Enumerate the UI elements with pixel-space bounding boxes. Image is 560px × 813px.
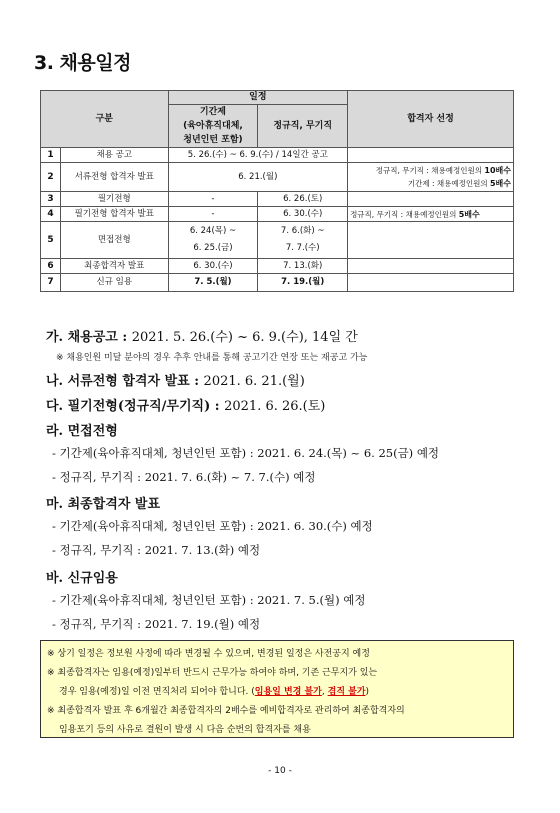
section-ma: 마. 최종합격자 발표 — [46, 497, 161, 512]
notice-line-3: 경우 임용(예정)일 이전 면직처리 되어야 합니다. (임용일 변경 불가, 겸직 불가) — [59, 687, 370, 697]
table-row: 6 최종합격자 발표 6. 30.(수) 7. 13.(화) — [41, 259, 514, 274]
section-ba: 바. 신규임용 — [46, 571, 118, 586]
table-row: 5 면접전형 6. 24(목) ~ 6. 25.(금) 7. 6.(화) ~ 7. 7.(수) — [41, 222, 514, 259]
notice-line-4: ※ 최종합격자 발표 후 6개월간 최종합격자의 2배수를 예비합격자로 관리하여 최종합격자의 — [47, 706, 405, 716]
notice-line-5: 임용포기 등의 사유로 결원이 발생 시 다음 순번의 합격자를 채용 — [59, 725, 311, 735]
section-da: 다. 필기전형(정규직/무기직) : 2021. 6. 26.(토) — [46, 399, 326, 414]
header-temp: 기간제 (육아휴직대체, 청년인턴 포함) — [168, 105, 258, 148]
section-ga: 가. 채용공고 : 2021. 5. 26.(수) ~ 6. 9.(수), 14일 간 — [46, 330, 358, 345]
header-schedule: 일정 — [168, 91, 347, 105]
header-selection: 합격자 선정 — [348, 91, 514, 148]
selection-cell: 정규직, 무기직 : 채용예정인원의 10배수 기간제 : 채용예정인원의 5배수 — [348, 163, 514, 192]
section-na: 나. 서류전형 합격자 발표 : 2021. 6. 21.(월) — [46, 374, 305, 389]
section-ba-item1: - 기간제(육아휴직대체, 청년인턴 포함) : 2021. 7. 5.(월) 예정 — [52, 593, 366, 607]
table-row: 3 필기전형 - 6. 26.(토) — [41, 192, 514, 207]
header-category: 구분 — [41, 91, 169, 148]
section-ra: 라. 면접전형 — [46, 424, 118, 439]
section-ma-item1: - 기간제(육아휴직대체, 청년인턴 포함) : 2021. 6. 30.(수) 예정 — [52, 519, 373, 533]
section-ra-item1: - 기간제(육아휴직대체, 청년인턴 포함) : 2021. 6. 24.(목) ~ 6. 25(금) 예정 — [52, 446, 440, 460]
section-ba-item2: - 정규직, 무기직 : 2021. 7. 19.(월) 예정 — [52, 617, 261, 631]
selection-cell: 정규직, 무기직 : 채용예정인원의 5배수 — [348, 207, 514, 222]
header-regular: 정규직, 무기직 — [258, 105, 348, 148]
page-number: - 10 - — [268, 766, 292, 776]
section-title: 3. 채용일정 — [34, 52, 131, 74]
section-ra-item2: - 정규직, 무기직 : 2021. 7. 6.(화) ~ 7. 7.(수) 예정 — [52, 470, 316, 484]
table-row: 1 채용 공고 5. 26.(수) ~ 6. 9.(수) / 14일간 공고 — [41, 148, 514, 163]
schedule-table — [40, 90, 514, 292]
notice-line-1: ※ 상기 일정은 정보원 사정에 따라 변경될 수 있으며, 변경된 일정은 사전공지 예정 — [47, 649, 370, 659]
notice-box — [40, 640, 514, 738]
notice-line-2: ※ 최종합격자는 임용(예정)일부터 반드시 근무가능 하여야 하며, 기존 근무지가 있는 — [47, 668, 378, 678]
table-row: 4 필기전형 합격자 발표 - 6. 30.(수) 정규직, 무기직 : 채용예정인원의 5배수 — [41, 207, 514, 222]
table-row: 2 서류전형 합격자 발표 6. 21.(월) 정규직, 무기직 : 채용예정인원의 10배수 기간제 : 채용예정인원의 5배수 — [41, 163, 514, 192]
section-ma-item2: - 정규직, 무기직 : 2021. 7. 13.(화) 예정 — [52, 543, 261, 557]
section-ga-note: ※ 채용인원 미달 분야의 경우 추후 안내를 통해 공고기간 연장 또는 재공고 가능 — [56, 353, 368, 363]
table-row: 7 신규 임용 7. 5.(월) 7. 19.(월) — [41, 274, 514, 292]
